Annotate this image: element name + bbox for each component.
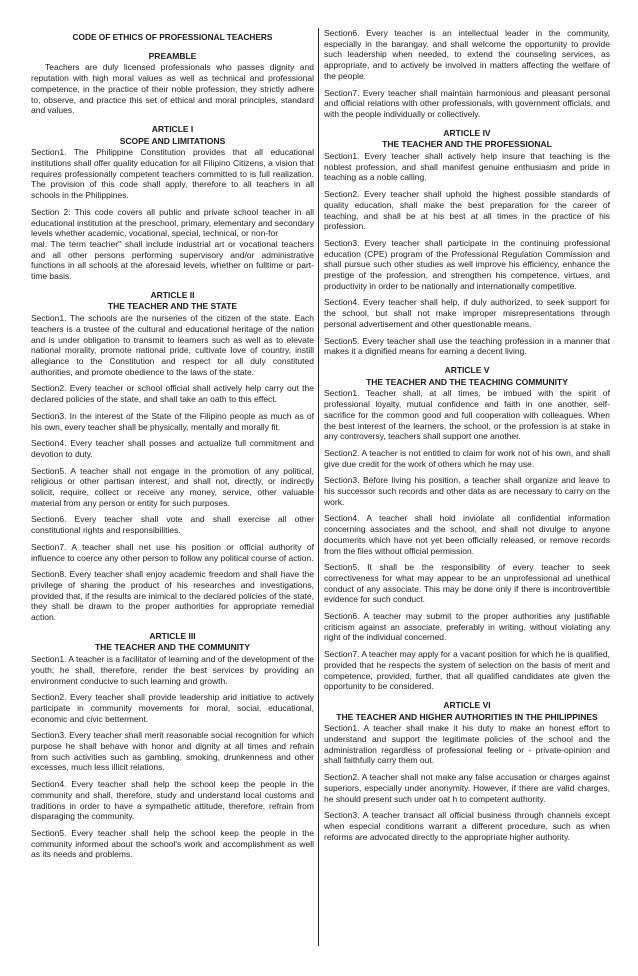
article-5-section-7: Section7. A teacher may apply for a vacant position for which he is qualified, provided that he respects the system of selection on the basis of merit and competence, provided, further, that all qualified candidates ate given the opportunity to be considered. xyxy=(324,649,610,692)
article-2-section-5: Section5. A teacher shall not engage in the promotion of any political, religious or other partisan interest, and shall not, directly, or indirectly solicit, require, collect or receive any money, service, other valuable material from any person or entity for such purposes. xyxy=(31,465,314,508)
article-3-section-1: Section1. A teacher is a facilitator of learning and of the development of the youth; he shall, therefore, render the best services by providing an environment conducive to such learning and growth. xyxy=(31,654,314,686)
article-5-section-4: Section4. A teacher shall hold inviolate all confidential information concerning associates and the school, and shall not divulge to anyone documents which have not yet been officially released, or remove records from the files without official permission. xyxy=(324,513,610,556)
article-6-section-3: Section3. A teacher transact all official business through channels except when especial conditions warrant a different procedure, such as when reforms are advocated directly to the appropriate higher authority. xyxy=(324,810,610,842)
article-6-subheading: THE TEACHER AND HIGHER AUTHORITIES IN THE PHILIPPINES xyxy=(336,711,598,722)
preamble-heading: PREAMBLE xyxy=(148,50,197,61)
article-6-heading: ARTICLE VI xyxy=(443,699,491,710)
article-3-section-3: Section3. Every teacher shall merit reasonable social recognition for which purpose he shall behave with honor and dignity at all times and refrain from such activities such as gambling, smoking, drunkenness and other excesses, much less illicit relations. xyxy=(31,730,314,773)
article-2-section-6: Section6. Every teacher shall vote and shall exercise all other constitutional rights and responsibilities. xyxy=(31,514,314,536)
article-2-section-2: Section2. Every teacher or school official shall actively help carry out the declared policies of the state, and shall take an oath to this effect. xyxy=(31,383,314,405)
left-column xyxy=(31,28,314,866)
article-4-section-3: Section3. Every teacher shall participate in the continuing professional education (CPE) program of the Professional Regulation Commission and shall pursue such other studies as well improve his efficiency, enhance the prestige of the profession, and strengthen his competence, virtues, and productivity in order to be nationally and internationally competitive. xyxy=(324,237,610,291)
article-1-section-2-continued: mal. The term teacher" shall include industrial art or vocational teachers and all other persons performing supervisory and/or administrative functions in all schools at the aforesaid levels, whether on fulltime or part-time basis. xyxy=(31,238,314,282)
article-4-section-2: Section2. Every teacher shall uphold the highest possible standards of quality education, shall make the best preparation for the career of teaching, and shall be at his best at all times in the practice of his profession. xyxy=(324,189,610,232)
article-3-section-2: Section2. Every teacher shall provide leadership arid initiative to actively participate in community movements for moral, social, educational, economic and civic betterment. xyxy=(31,692,314,724)
article-4-subheading: THE TEACHER AND THE PROFESSIONAL xyxy=(382,139,552,150)
article-4-section-1: Section1. Every teacher shall actively help insure that teaching is the noblest profession, and shall manifest genuine enthusiasm and pride in teaching as a noble calling. xyxy=(324,151,610,183)
article-1-subheading: SCOPE AND LIMITATIONS xyxy=(119,135,226,146)
article-2-section-8: Section8. Every teacher shall enjoy academic freedom and shall have the privilege of sharing the product of his researches and investigations, provided that, if the results are inimical to the declared policies of the state, they shall be drawn to the proper authorities for appropriate remedial action. xyxy=(31,569,314,623)
article-2-section-1: Section1. The schools are the nurseries of the citizen of the state. Each teachers is a trustee of the cultural and educational heritage of the nation and is under obligation to transmit to learners such as well as to elevate national morality, promote national pride, cultivate love of country, instill allegiance to the Constitution and respect tor all duly constituted authorities, and promote obedience to the laws of the state. xyxy=(31,313,314,377)
article-5-section-1: Section1. Teacher shall, at all times, be imbued with the spirit of professional loyalty, mutual confidence and faith in one another, self-sacrifice for the common good and full cooperation with colleagues. When the best interest of the learners, the school, or the profession is at stake in any controversy, teachers shall support one another. xyxy=(324,388,610,442)
article-3-section-4: Section4. Every teacher shall help the school keep the people in the community and shall, therefore, study and understand local customs and traditions in order to have a sympathetic attitude, therefore, refrain from disparaging the community. xyxy=(31,779,314,822)
article-3-heading: ARTICLE III xyxy=(149,630,196,641)
article-6-section-1: Section1. A teacher shall make it his duty to make an honest effort to understand and support the legitimate policies of the school and the administration regardless of professional feeling or - private-opinion and shall faithfully carry them out. xyxy=(324,723,610,766)
article-2-section-4: Section4. Every teacher shall posses and actualize full commitment and devotion to duty. xyxy=(31,438,314,459)
article-3-section-7: Section7. Every teacher shall maintain harmonious and pleasant personal and official relations with other professionals, with government officials, and with the people individually or collectively. xyxy=(324,87,610,119)
article-3-section-5: Section5. Every teacher shall help the school keep the people in the community informed about the school's work and accomplishment as well as its needs and problems. xyxy=(31,828,314,860)
preamble-text: Teachers are duly licensed professionals who passes dignity and reputation with high moral values as well as technical and professional competence, in the practice of their noble profession, they strictly adhere to, observe, and practice this set of ethical and moral principles, standard and values. xyxy=(31,62,314,116)
article-3-section-6: Section6. Every teacher is an intellectual leader in the community, especially in the barangay. and shall welcome the opportunity to provide such leadership when needed, to extend the counseling services, as appropriate, and to actively be involved in matters affecting the welfare of the people. xyxy=(324,28,610,81)
article-6-section-2: Section2. A teacher shall not make any false accusation or charges against superiors, especially under anonymity. However, if there are valid charges, he should present such under oat h to competent authority. xyxy=(324,772,610,804)
article-2-section-7: Section7. A teacher shall net use his position or official authority of influence to coerce any other person to follow any political course of action. xyxy=(31,541,314,563)
column-divider xyxy=(318,28,319,946)
article-5-section-5: Section5. It shall be the responsibility of every teacher to seek correctiveness for what may appear to be an unprofessional ad unethical conduct of any associate. This may be done only if there is incontrovertible evidence for such conduct. xyxy=(324,562,610,605)
article-5-subheading: THE TEACHER AND THE TEACHING COMMUNITY xyxy=(366,376,568,387)
article-2-section-3: Section3. In the interest of the State of the Filipino people as much as of his own, every teacher shall be physically, mentally and morally fit. xyxy=(31,410,314,432)
article-1-heading: ARTICLE I xyxy=(151,123,194,134)
article-5-heading: ARTICLE V xyxy=(444,364,490,375)
article-4-section-4: Section4. Every teacher shall help, if duly authorized, to seek support for the school, but shall not make improper misrepresentations through personal advertisement and other questionable means. xyxy=(324,297,610,329)
article-1-section-2: Section 2: This code covers all public and private school teacher in all educational institution at the preschool, primary, elementary and secondary levels whether academic, vocational, special, technical, or non-for xyxy=(31,206,314,239)
article-1-section-1: Section1. The Philippine Constitution provides that all educational institutions shall offer quality education for all Filipino Citizens, a vision that requires professionally competent teachers committed to is full realization. The provision of this code shall apply, therefore to all teachers in all schools in the Philippines. xyxy=(31,147,314,201)
article-3-subheading: THE TEACHER AND THE COMMUNITY xyxy=(94,642,251,653)
article-5-section-2: Section2. A teacher is not entitled to claim for work not of his own, and shall give due credit for the work of others which he may use. xyxy=(324,447,610,469)
article-2-subheading: THE TEACHER AND THE STATE xyxy=(107,301,238,312)
article-2-heading: ARTICLE II xyxy=(150,289,195,300)
right-column xyxy=(324,28,610,848)
document-title: CODE OF ETHICS OF PROFESSIONAL TEACHERS xyxy=(72,32,273,42)
article-4-heading: ARTICLE IV xyxy=(443,127,491,138)
article-5-section-6: Section6. A teacher may submit to the proper authorities any justifiable criticism against an associate, preferably in writing, without violating any right of the individual concerned. xyxy=(324,611,610,643)
article-5-section-3: Section3. Before living his position, a teacher shall organize and leave to his successor such records and other data as are necessary to carry on the work. xyxy=(324,475,610,507)
article-4-section-5: Section5. Every teacher shall use the teaching profession in a manner that makes it a dignified means for earning a decent living. xyxy=(324,335,610,357)
